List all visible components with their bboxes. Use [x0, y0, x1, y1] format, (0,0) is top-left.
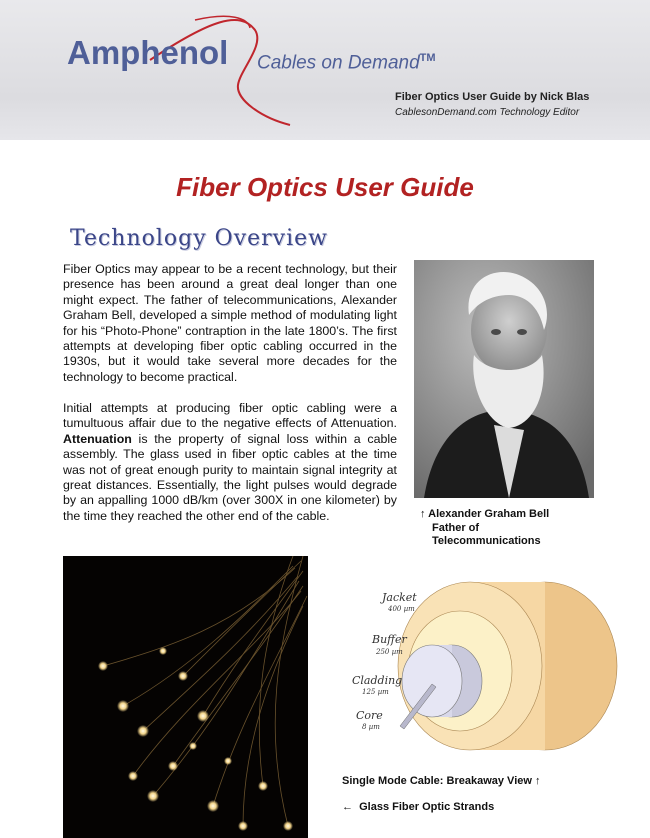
bell-portrait — [414, 260, 594, 498]
cable-cross-section-diagram — [340, 566, 620, 766]
core-label: Core — [356, 709, 383, 722]
up-arrow-icon: ↑ — [420, 508, 426, 520]
byline-author: Fiber Optics User Guide by Nick Blas — [395, 91, 590, 103]
jacket-label: Jacket — [382, 591, 417, 604]
cladding-label: Cladding — [352, 674, 403, 687]
page-title: Fiber Optics User Guide — [176, 172, 474, 202]
up-arrow-icon: ↑ — [534, 775, 541, 787]
core-size: 8 µm — [362, 723, 380, 731]
paragraph-attenuation: Initial attempts at producing fiber optic cabling were a tumultuous affair due to the negative effects of Attenuation. Attenuation is the property of signal loss within a cable assembly. The glass used in fiber optic cables at the time was not of great enough purity to maintain signal integrity at great distances. Essentially, the light pulses would degrade by an appalling 1000 dB/km (over 300X in one kilometer) by the time they reached the other end of the cable. — [63, 401, 397, 523]
product-name: Cables on Demand™ — [257, 52, 436, 74]
diagram-caption: Single Mode Cable: Breakaway View ↑ — [342, 775, 541, 787]
brand-logo: Amphenol — [67, 34, 229, 71]
section-title: Technology Overview — [70, 226, 328, 251]
jacket-size: 400 µm — [388, 605, 415, 613]
fiber-caption: ← Glass Fiber Optic Strands — [342, 801, 495, 813]
left-arrow-icon: ← — [342, 801, 353, 813]
cladding-layer — [402, 645, 462, 717]
cladding-size: 125 µm — [362, 688, 389, 696]
attenuation-term: Attenuation — [63, 431, 132, 446]
page-header — [0, 0, 650, 140]
paragraph-history: Fiber Optics may appear to be a recent technology, but their presence has been around a great deal longer than one might expect. The father of telecommunications, Alexander Graham Bell, developed a simple method of modulating light for his “Photo-Phone” contraption in the late 1800’s. The first attempts at developing fiber optic cabling occurred in the 1930s, but it would take several more decades for the technology to become practical. — [63, 262, 397, 384]
fiber-strands-photo — [63, 556, 308, 838]
byline — [395, 91, 610, 118]
portrait-caption: ↑ Alexander Graham Bell Father of Telecommunications — [420, 508, 550, 547]
byline-role: CablesonDemand.com Technology Editor — [395, 107, 580, 118]
buffer-size: 250 µm — [376, 648, 403, 656]
buffer-label: Buffer — [372, 633, 407, 646]
